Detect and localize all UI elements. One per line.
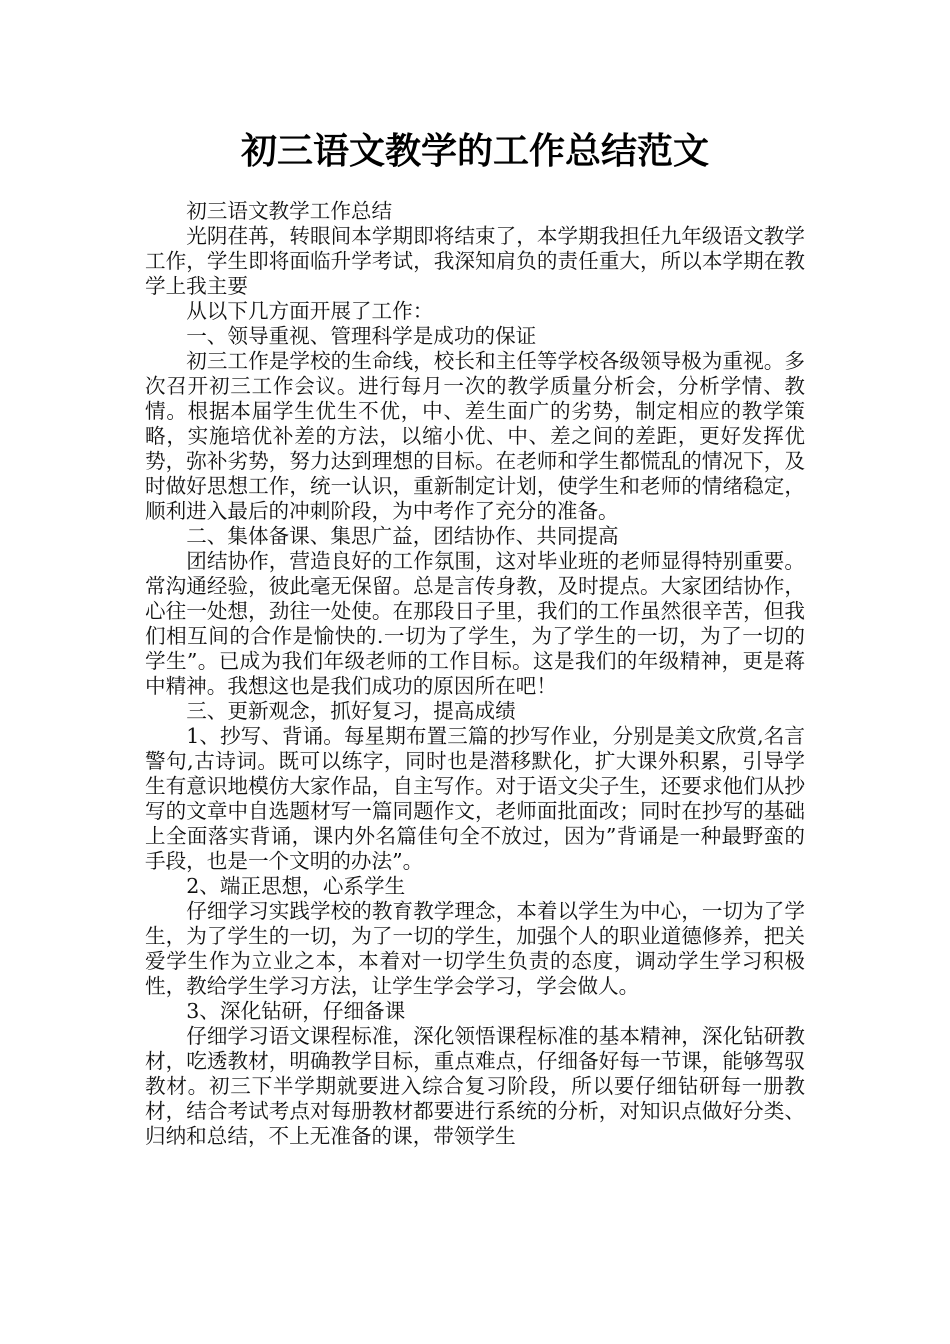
paragraph-item-3: 仔细学习语文课程标准，深化领悟课程标准的基本精神，深化钻研教材，吃透教材，明确教学目标，重点难点，仔细备好每一节课，能够驾驭教材。初三下半学期就要进入综合复习阶段，所以要仔细钻研每一册教材，结合考试考点对每册教材都要进行系统的分析，对知识点做好分类、归纳和总结，不上无准备的课，带领学生 xyxy=(145,1024,805,1148)
paragraph-section-1: 初三工作是学校的生命线，校长和主任等学校各级领导极为重视。多次召开初三工作会议。进行每月一次的教学质量分析会，分析学情、教情。根据本届学生优生不优，中、差生面广的劣势，制定相应的教学策略，实施培优补差的方法，以缩小优、中、差之间的差距，更好发挥优势，弥补劣势，努力达到理想的目标。在老师和学生都慌乱的情况下，及时做好思想工作，统一认识，重新制定计划，使学生和老师的情绪稳定，顺利进入最后的冲刺阶段，为中考作了充分的准备。 xyxy=(145,349,805,523)
paragraph-intro-cont: 从以下几方面开展了工作： xyxy=(186,299,434,323)
document-body xyxy=(145,199,805,1149)
paragraph-item-1: 1、抄写、背诵。每星期布置三篇的抄写作业，分别是美文欣赏,名言警句,古诗词。既可以练字，同时也是潜移默化，扩大课外积累，引导学生有意识地模仿大家作品，自主写作。对于语文尖子生，还要求他们从抄写的文章中自选题材写一篇同题作文，老师面批面改；同时在抄写的基础上全面落实背诵，课内外名篇佳句全不放过，因为”背诵是一种最野蛮的手段，也是一个文明的办法”。 xyxy=(145,724,805,873)
section-heading-2: 二、集体备课、集思广益，团结协作、共同提高 xyxy=(186,524,619,548)
section-heading-3: 三、更新观念，抓好复习，提高成绩 xyxy=(186,699,516,723)
paragraph-subtitle: 初三语文教学工作总结 xyxy=(186,199,393,223)
item-heading-3: 3、深化钻研，仔细备课 xyxy=(186,999,406,1023)
item-heading-2: 2、端正思想，心系学生 xyxy=(186,874,406,898)
document-title: 初三语文教学的工作总结范文 xyxy=(240,131,709,172)
paragraph-item-2: 仔细学习实践学校的教育教学理念，本着以学生为中心，一切为了学生，为了学生的一切，为了一切的学生，加强个人的职业道德修养，把关爱学生作为立业之本，本着对一切学生负责的态度，调动学生学习积极性，教给学生学习方法，让学生学会学习，学会做人。 xyxy=(145,899,805,998)
paragraph-section-2: 团结协作，营造良好的工作氛围，这对毕业班的老师显得特别重要。常沟通经验，彼此毫无保留。总是言传身教，及时提点。大家团结协作，心往一处想，劲往一处使。在那段日子里，我们的工作虽然很辛苦，但我们相互间的合作是愉快的.一切为了学生，为了学生的一切，为了一切的学生”。已成为我们年级老师的工作目标。这是我们的年级精神，更是蒋中精神。我想这也是我们成功的原因所在吧！ xyxy=(145,549,805,698)
section-heading-1: 一、领导重视、管理科学是成功的保证 xyxy=(186,324,537,348)
paragraph-intro: 光阴荏苒，转眼间本学期即将结束了，本学期我担任九年级语文教学工作，学生即将面临升学考试，我深知肩负的责任重大，所以本学期在教学上我主要 xyxy=(145,224,805,298)
